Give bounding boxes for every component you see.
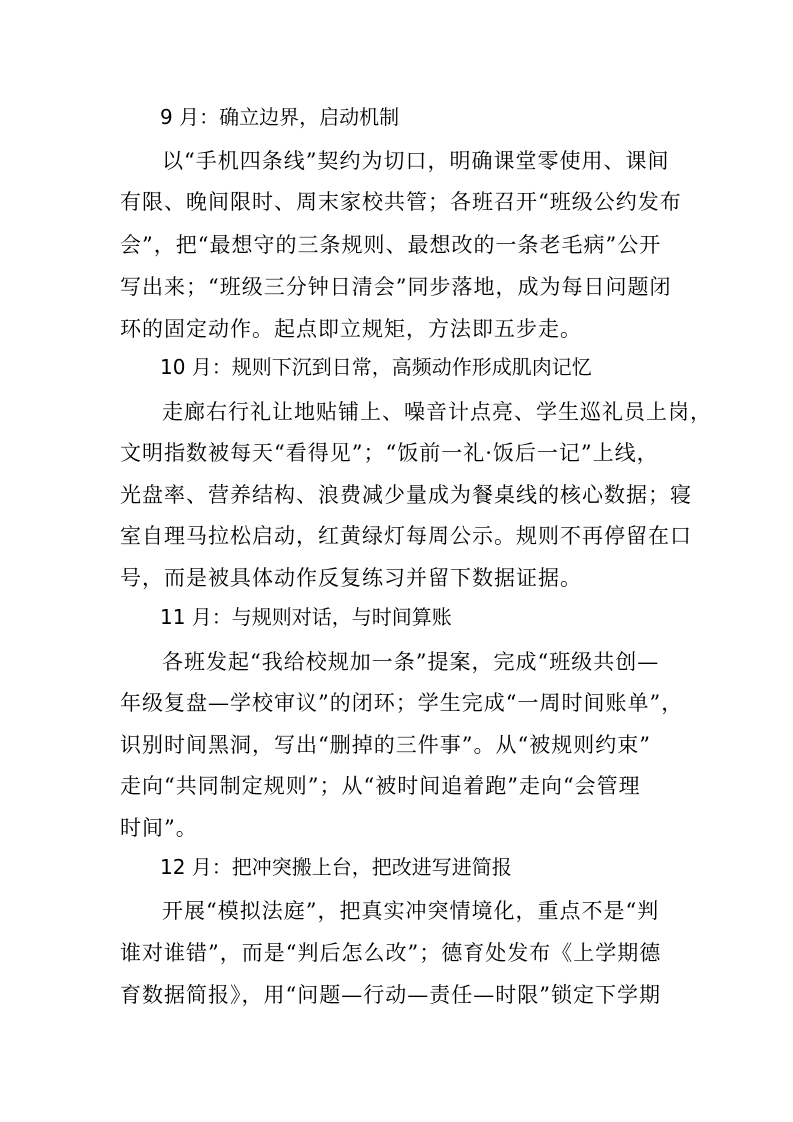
paragraph-line: 光盘率、营养结构、浪费减少量成为餐桌线的核心数据；寝 <box>120 483 692 507</box>
paragraph-line: 识别时间黑洞，写出“删掉的三件事”。从“被规则约束” <box>120 733 651 757</box>
paragraph-line: 开展“模拟法庭”，把真实冲突情境化，重点不是“判 <box>162 899 660 923</box>
paragraph-line: 以“手机四条线”契约为切口，明确课堂零使用、课间 <box>162 149 670 173</box>
paragraph-line: 谁对谁错”，而是“判后怎么改”；德育处发布《上学期德 <box>120 941 662 965</box>
paragraph-line: 写出来；“班级三分钟日清会”同步落地，成为每日问题闭 <box>120 275 672 299</box>
paragraph-line: 会”，把“最想守的三条规则、最想改的一条老毛病”公开 <box>120 233 662 257</box>
section-heading-december: 12 月：把冲突搬上台，把改进写进简报 <box>160 855 512 879</box>
section-heading-october: 10 月：规则下沉到日常，高频动作形成肌肉记忆 <box>160 355 592 379</box>
paragraph-line: 年级复盘—学校审议”的闭环；学生完成“一周时间账单”， <box>120 691 684 715</box>
paragraph-line: 有限、晚间限时、周末家校共管；各班召开“班级公约发布 <box>120 190 682 214</box>
paragraph-line: 号，而是被具体动作反复练习并留下数据证据。 <box>120 566 582 590</box>
paragraph-line: 走向“共同制定规则”；从“被时间追着跑”走向“会管理 <box>120 774 641 798</box>
paragraph-line: 走廊右行礼让地贴铺上、噪音计点亮、学生巡礼员上岗， <box>162 400 712 424</box>
paragraph-line: 时间”。 <box>120 816 198 840</box>
section-heading-september: 9 月：确立边界，启动机制 <box>160 105 400 129</box>
paragraph-line: 环的固定动作。起点即立规矩，方法即五步走。 <box>120 317 582 341</box>
section-heading-november: 11 月：与规则对话，与时间算账 <box>160 605 452 629</box>
paragraph-line: 育数据简报》，用“问题—行动—责任—时限”锁定下学期 <box>120 983 661 1007</box>
paragraph-line: 室自理马拉松启动，红黄绿灯每周公示。规则不再停留在口 <box>120 524 692 548</box>
paragraph-line: 文明指数被每天“看得见”；“饭前一礼·饭后一记”上线， <box>120 441 659 465</box>
paragraph-line: 各班发起“我给校规加一条”提案，完成“班级共创— <box>162 650 660 674</box>
